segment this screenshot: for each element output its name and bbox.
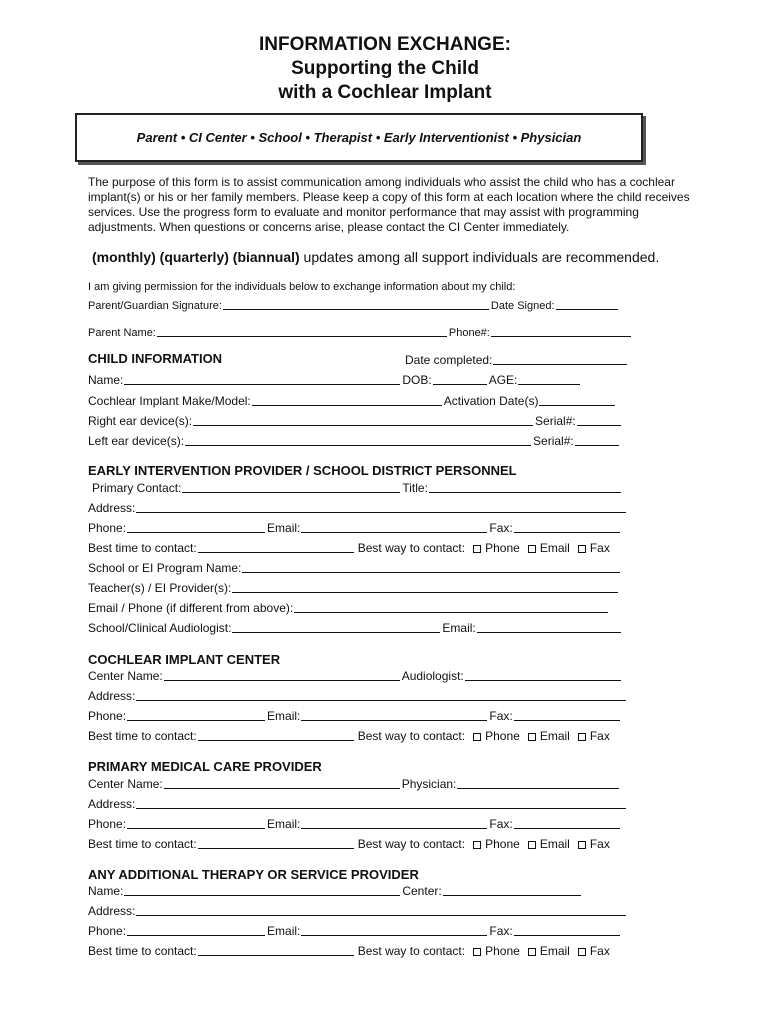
add-opt-fax: Fax: [589, 944, 610, 958]
dob-label: DOB:: [402, 373, 432, 387]
ci-email-field[interactable]: [301, 708, 487, 721]
ci-email-label: Email:: [267, 709, 301, 723]
add-name-label: Name:: [88, 884, 124, 898]
pmc-email-label: Email:: [267, 817, 301, 831]
ei-audiologist-label: School/Clinical Audiologist:: [88, 621, 232, 635]
permission-statement: I am giving permission for the individuals below to exchange information about my child:: [88, 281, 516, 293]
ei-phone-checkbox[interactable]: [473, 545, 481, 553]
implant-field[interactable]: [252, 393, 442, 406]
add-heading: ANY ADDITIONAL THERAPY OR SERVICE PROVIDER: [88, 867, 419, 882]
ci-phone-row: [88, 708, 622, 723]
pmc-phone-field[interactable]: [127, 816, 265, 829]
ei-email-checkbox[interactable]: [528, 545, 536, 553]
add-phone-checkbox[interactable]: [473, 948, 481, 956]
ei-aud-email-field[interactable]: [477, 620, 621, 633]
ci-center-row: [88, 668, 623, 683]
pmc-fax-field[interactable]: [514, 816, 620, 829]
ci-address-row: [88, 688, 628, 703]
pmc-best-time-row: [88, 836, 610, 851]
ei-opt-email: Email: [539, 541, 570, 555]
right-ear-field[interactable]: [193, 413, 533, 426]
ci-fax-label: Fax:: [489, 709, 513, 723]
implant-row: [88, 393, 617, 408]
dob-field[interactable]: [433, 372, 487, 385]
ei-teachers-row: [88, 580, 620, 595]
ci-phone-label: Phone:: [88, 709, 127, 723]
implant-label: Cochlear Implant Make/Model:: [88, 394, 251, 408]
parent-phone-label: Phone#:: [448, 327, 490, 339]
add-address-row: [88, 903, 628, 918]
ei-title-field[interactable]: [429, 480, 621, 493]
age-label: AGE:: [488, 373, 518, 387]
ei-email-field[interactable]: [301, 520, 487, 533]
pmc-heading: PRIMARY MEDICAL CARE PROVIDER: [88, 759, 322, 774]
ei-best-time-field[interactable]: [198, 540, 354, 553]
pmc-fax-label: Fax:: [489, 817, 513, 831]
add-address-label: Address:: [88, 904, 136, 918]
frequency-statement: [92, 249, 659, 265]
pmc-opt-phone: Phone: [485, 837, 520, 851]
pmc-address-label: Address:: [88, 797, 136, 811]
ei-address-field[interactable]: [136, 500, 626, 513]
parent-name-field[interactable]: [157, 324, 447, 337]
pmc-email-checkbox[interactable]: [528, 841, 536, 849]
frequency-text: updates among all support individuals are recommended.: [299, 249, 660, 265]
ei-program-field[interactable]: [242, 560, 620, 573]
date-signed-label: Date Signed:: [490, 300, 555, 312]
purpose-paragraph: The purpose of this form is to assist communication among individuals who assist the child who has a cochlear implant(s) or his or her family members. Please keep a copy of this form at each location where the child receives services. Use the progress form to evaluate and monitor performance that may assist with programming adjustments. When questions or concerns arise, please contact the CI Center immediately.: [88, 175, 690, 234]
date-completed-label: Date completed:: [405, 353, 493, 367]
left-ear-label: Left ear device(s):: [88, 434, 185, 448]
ei-heading: EARLY INTERVENTION PROVIDER / SCHOOL DISTRICT PERSONNEL: [88, 463, 517, 478]
left-ear-field[interactable]: [185, 433, 531, 446]
ei-email-label: Email:: [267, 521, 301, 535]
add-email-field[interactable]: [301, 923, 487, 936]
add-fax-label: Fax:: [489, 924, 513, 938]
ei-audiologist-field[interactable]: [232, 620, 440, 633]
ei-audiologist-row: [88, 620, 623, 635]
ci-center-label: Center Name:: [88, 669, 163, 683]
ci-opt-email: Email: [539, 729, 570, 743]
ci-center-field[interactable]: [164, 668, 400, 681]
child-name-label: Name:: [88, 373, 124, 387]
add-email-checkbox[interactable]: [528, 948, 536, 956]
add-fax-field[interactable]: [514, 923, 620, 936]
left-serial-field[interactable]: [575, 433, 619, 446]
date-completed-field[interactable]: [493, 352, 627, 365]
ei-title-label: Title:: [402, 481, 428, 495]
ci-address-label: Address:: [88, 689, 136, 703]
right-ear-row: [88, 413, 623, 428]
ei-phone-label: Phone:: [88, 521, 127, 535]
ci-phone-field[interactable]: [127, 708, 265, 721]
add-center-field[interactable]: [443, 883, 581, 896]
pmc-fax-checkbox[interactable]: [578, 841, 586, 849]
activation-field[interactable]: [539, 393, 615, 406]
parent-name-row: [88, 324, 633, 339]
ei-primary-row: [92, 480, 623, 495]
pmc-phone-label: Phone:: [88, 817, 127, 831]
pmc-email-field[interactable]: [301, 816, 487, 829]
age-field[interactable]: [518, 372, 580, 385]
ci-email-checkbox[interactable]: [528, 733, 536, 741]
ei-email-phone-field[interactable]: [294, 600, 608, 613]
ei-fax-label: Fax:: [489, 521, 513, 535]
add-fax-checkbox[interactable]: [578, 948, 586, 956]
signature-row: [88, 297, 620, 312]
add-best-way-label: Best way to contact:: [357, 944, 466, 958]
date-completed-row: [405, 352, 629, 367]
roles-list: Parent • CI Center • School • Therapist • Early Interventionist • Physician: [136, 130, 582, 145]
ci-best-time-label: Best time to contact:: [88, 729, 197, 743]
left-ear-row: [88, 433, 621, 448]
ci-phone-checkbox[interactable]: [473, 733, 481, 741]
pmc-opt-fax: Fax: [589, 837, 610, 851]
ei-address-label: Address:: [88, 501, 136, 515]
right-ear-label: Right ear device(s):: [88, 414, 193, 428]
right-serial-label: Serial#:: [535, 414, 576, 428]
child-name-field[interactable]: [124, 372, 400, 385]
ei-fax-field[interactable]: [514, 520, 620, 533]
date-signed-field[interactable]: [556, 297, 618, 310]
pmc-opt-email: Email: [539, 837, 570, 851]
ei-program-row: [88, 560, 622, 575]
form-title: INFORMATION EXCHANGE:: [259, 34, 511, 55]
add-phone-field[interactable]: [127, 923, 265, 936]
add-address-field[interactable]: [136, 903, 626, 916]
ei-best-way-label: Best way to contact:: [357, 541, 466, 555]
pmc-address-row: [88, 796, 628, 811]
ei-aud-email-label: Email:: [442, 621, 476, 635]
pmc-phone-checkbox[interactable]: [473, 841, 481, 849]
pmc-phone-row: [88, 816, 622, 831]
ei-email-phone-row: [88, 600, 610, 615]
form-subtitle-2: with a Cochlear Implant: [278, 82, 492, 103]
ei-program-label: School or EI Program Name:: [88, 561, 242, 575]
add-name-field[interactable]: [124, 883, 400, 896]
ci-best-time-field[interactable]: [198, 728, 354, 741]
ei-teachers-field[interactable]: [232, 580, 618, 593]
ei-email-phone-label: Email / Phone (if different from above):: [88, 601, 294, 615]
pmc-center-field[interactable]: [164, 776, 400, 789]
child-name-row: [88, 372, 582, 387]
ci-heading: COCHLEAR IMPLANT CENTER: [88, 652, 281, 667]
child-info-heading: CHILD INFORMATION: [88, 351, 223, 366]
ei-best-time-row: [88, 540, 610, 555]
parent-phone-field[interactable]: [491, 324, 631, 337]
pmc-best-way-label: Best way to contact:: [357, 837, 466, 851]
ei-primary-label: Primary Contact:: [92, 481, 182, 495]
pmc-physician-label: Physician:: [401, 777, 457, 791]
add-phone-label: Phone:: [88, 924, 127, 938]
ei-phone-field[interactable]: [127, 520, 265, 533]
form-subtitle-1: Supporting the Child: [291, 58, 479, 79]
ci-fax-checkbox[interactable]: [578, 733, 586, 741]
ei-primary-field[interactable]: [182, 480, 400, 493]
pmc-physician-field[interactable]: [457, 776, 619, 789]
frequency-options: (monthly) (quarterly) (biannual): [92, 249, 300, 265]
ci-audiologist-field[interactable]: [465, 668, 621, 681]
ei-best-time-label: Best time to contact:: [88, 541, 197, 555]
ei-teachers-label: Teacher(s) / EI Provider(s):: [88, 581, 232, 595]
ci-best-time-row: [88, 728, 610, 743]
add-best-time-label: Best time to contact:: [88, 944, 197, 958]
add-best-time-field[interactable]: [198, 943, 354, 956]
pmc-address-field[interactable]: [136, 796, 626, 809]
add-center-label: Center:: [402, 884, 442, 898]
ei-phone-row: [88, 520, 622, 535]
add-best-time-row: [88, 943, 610, 958]
pmc-best-time-label: Best time to contact:: [88, 837, 197, 851]
right-serial-field[interactable]: [577, 413, 621, 426]
signature-label: Parent/Guardian Signature:: [88, 300, 222, 312]
left-serial-label: Serial#:: [533, 434, 574, 448]
add-email-label: Email:: [267, 924, 301, 938]
ei-fax-checkbox[interactable]: [578, 545, 586, 553]
ci-fax-field[interactable]: [514, 708, 620, 721]
ei-address-row: [88, 500, 628, 515]
ei-opt-fax: Fax: [589, 541, 610, 555]
add-opt-email: Email: [539, 944, 570, 958]
pmc-center-label: Center Name:: [88, 777, 163, 791]
ci-best-way-label: Best way to contact:: [357, 729, 466, 743]
activation-label: Activation Date(s): [443, 394, 539, 408]
add-phone-row: [88, 923, 622, 938]
add-opt-phone: Phone: [485, 944, 520, 958]
ci-opt-fax: Fax: [589, 729, 610, 743]
signature-field[interactable]: [223, 297, 489, 310]
pmc-best-time-field[interactable]: [198, 836, 354, 849]
roles-box: [75, 113, 643, 162]
pmc-center-row: [88, 776, 621, 791]
ci-audiologist-label: Audiologist:: [401, 669, 464, 683]
add-name-row: [88, 883, 583, 898]
ci-opt-phone: Phone: [485, 729, 520, 743]
ci-address-field[interactable]: [136, 688, 626, 701]
ei-opt-phone: Phone: [485, 541, 520, 555]
parent-name-label: Parent Name:: [88, 327, 156, 339]
